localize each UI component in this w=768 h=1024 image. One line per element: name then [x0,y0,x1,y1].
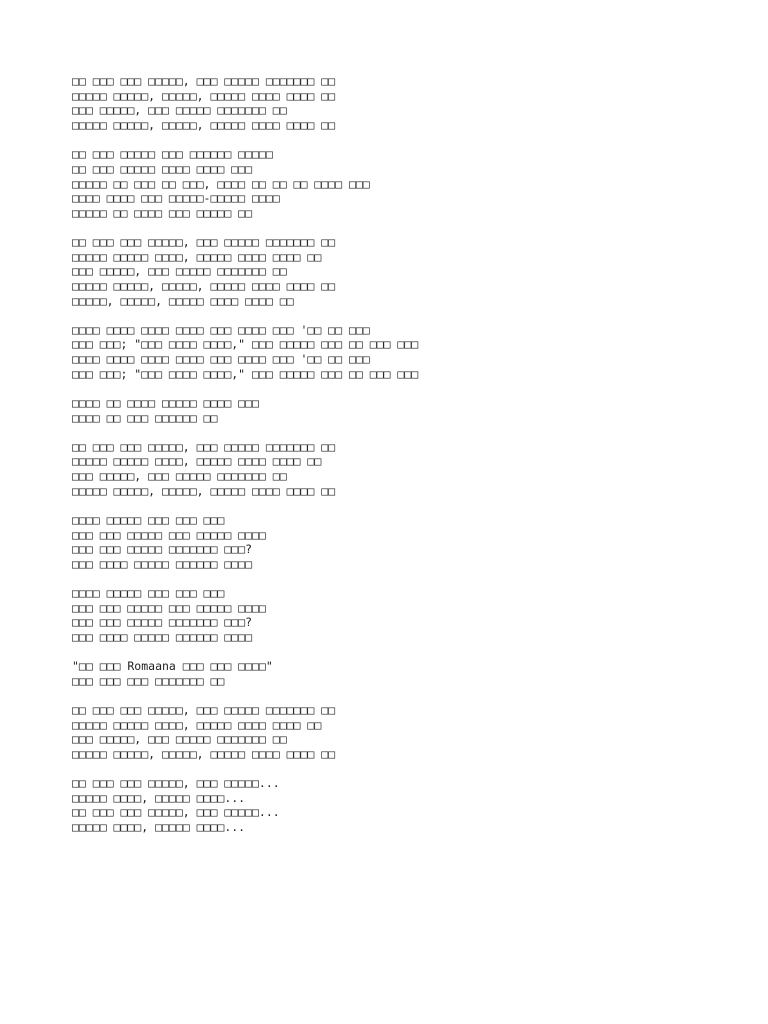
text-line: □□□□ □□□□□ □□□ □□□ □□□ [72,512,225,527]
text-line: □□□□□ □□□□□ □□□□, □□□□□ □□□□ □□□□ □□ [72,717,322,732]
stanza [72,659,712,688]
text-line: □□□□ □□ □□□□ □□□□□ □□□□ □□□ [72,395,259,410]
text-line: □□□ □□□; "□□□ □□□□ □□□□," □□□ □□□□□ □□□ □□ □□□ □□□ [72,337,419,352]
stanza [72,440,712,499]
text-line: □□□□ □□ □□□ □□□□□□ □□ [72,410,218,425]
text-line: □□□□□ □□ □□□□ □□□ □□□□□ □□ [72,205,253,220]
text-line: □□□ □□□□ □□□□□ □□□□□□ □□□□ [72,556,253,571]
text-line: □□ □□□ □□□□□ □□□ □□□□□□ □□□□□ [72,147,273,162]
stanza [72,586,712,645]
text-line: □□ □□□ □□□□□ □□□□ □□□□ □□□ [72,161,253,176]
text-line: □□□□□ □□□□□ □□□□, □□□□□ □□□□ □□□□ □□ [72,454,322,469]
text-line: "□□ □□□ Romaana □□□ □□□ □□□□" [72,659,273,674]
text-line: □□□□ □□□□ □□□□ □□□□ □□□ □□□□ □□□ '□□ □□ □□□ [72,322,370,337]
text-line: □□□ □□□ □□□ □□□□□□□ □□ [72,673,225,688]
text-line: □□□ □□□□□, □□□ □□□□□ □□□□□□□ □□ [72,264,287,279]
stanza [72,776,712,835]
stanza [72,147,712,220]
text-line: □□ □□□ □□□ □□□□□, □□□ □□□□□... [72,805,280,820]
text-line: □□□□□, □□□□□, □□□□□ □□□□ □□□□ □□ [72,293,294,308]
text-line: □□□□□ □□□□, □□□□□ □□□□... [72,820,246,835]
text-line: □□□□□ □□□□□, □□□□□, □□□□□ □□□□ □□□□ □□ [72,483,336,498]
stanza [72,513,712,572]
stanza [72,703,712,762]
text-line: □□□□□ □□□□□, □□□□□, □□□□□ □□□□ □□□□ □□ [72,88,336,103]
text-line: □□□ □□□; "□□□ □□□□ □□□□," □□□ □□□□□ □□□ □□ □□□ □□□ [72,366,419,381]
text-line: □□□ □□□ □□□□□ □□□□□□□ □□□? [72,615,253,630]
text-line: □□ □□□ □□□ □□□□□, □□□ □□□□□ □□□□□□□ □□ [72,74,336,88]
text-line: □□ □□□ □□□ □□□□□, □□□ □□□□□ □□□□□□□ □□ [72,702,336,717]
text-line: □□□ □□□□□, □□□ □□□□□ □□□□□□□ □□ [72,103,287,118]
stanza [72,396,712,425]
stanza [72,74,712,133]
text-line: □□□□□ □□□□□, □□□□□, □□□□□ □□□□ □□□□ □□ [72,279,336,294]
text-line: □□□□□ □□ □□□ □□ □□□, □□□□ □□ □□ □□ □□□□ □□□ [72,176,370,191]
text-line: □□□□ □□□□ □□□ □□□□□-□□□□□ □□□□ [72,191,280,206]
text-line: □□□ □□□□□, □□□ □□□□□ □□□□□□□ □□ [72,469,287,484]
text-line: □□□□ □□□□□ □□□ □□□ □□□ [72,585,225,600]
text-line: □□□□□ □□□□, □□□□□ □□□□... [72,790,246,805]
text-line: □□□ □□□ □□□□□ □□□ □□□□□ □□□□ [72,527,266,542]
text-line: □□□□□ □□□□□, □□□□□, □□□□□ □□□□ □□□□ □□ [72,746,336,761]
text-line: □□□ □□□ □□□□□ □□□ □□□□□ □□□□ [72,600,266,615]
stanza [72,323,712,382]
text-line: □□□ □□□□□, □□□ □□□□□ □□□□□□□ □□ [72,732,287,747]
text-line: □□ □□□ □□□ □□□□□, □□□ □□□□□ □□□□□□□ □□ [72,234,336,249]
text-line: □□□□ □□□□ □□□□ □□□□ □□□ □□□□ □□□ '□□ □□ □□□ [72,352,370,367]
text-line: □□□□□ □□□□□ □□□□, □□□□□ □□□□ □□□□ □□ [72,249,322,264]
lyrics-text [72,74,712,849]
text-line: □□ □□□ □□□ □□□□□, □□□ □□□□□ □□□□□□□ □□ [72,439,336,454]
text-line: □□ □□□ □□□ □□□□□, □□□ □□□□□... [72,776,280,791]
text-line: □□□□□ □□□□□, □□□□□, □□□□□ □□□□ □□□□ □□ [72,118,336,133]
text-line: □□□ □□□ □□□□□ □□□□□□□ □□□? [72,542,253,557]
text-line: □□□ □□□□ □□□□□ □□□□□□ □□□□ [72,630,253,645]
stanza [72,235,712,308]
